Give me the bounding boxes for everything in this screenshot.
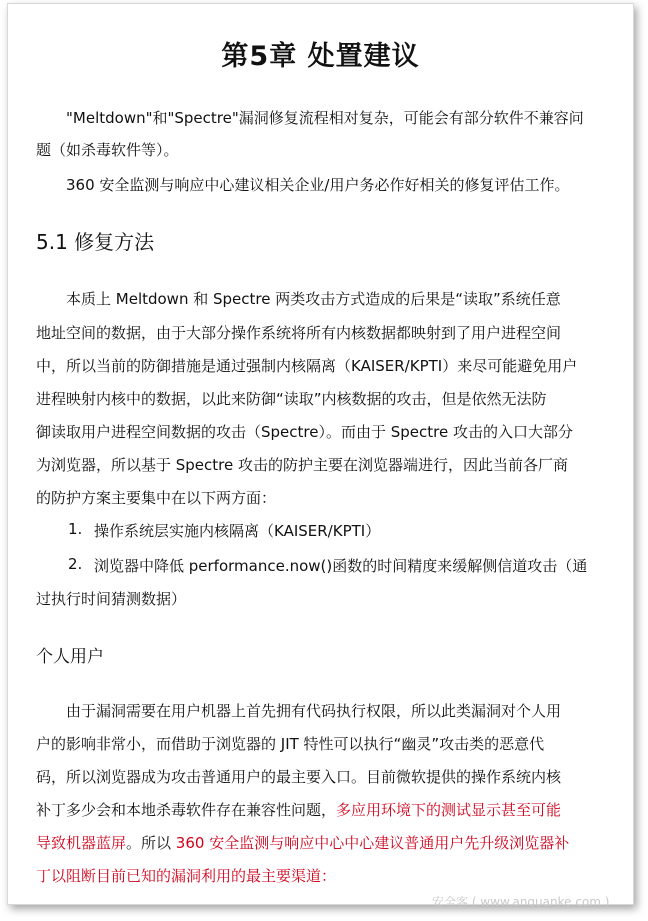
intro-paragraph-2: 360 安全监测与响应中心建议相关企业/用户务必作好相关的修复评估工作。 bbox=[66, 176, 570, 194]
emphasis-line: 丁以阻断目前已知的漏洞利用的最主要渠道： bbox=[36, 867, 337, 885]
body-text: 。所以 bbox=[126, 834, 176, 852]
body-line: 的防护方案主要集中在以下两方面： bbox=[36, 489, 277, 507]
body-line-mixed bbox=[36, 832, 569, 853]
body-line: 本质上 Meltdown 和 Spectre 两类攻击方式造成的后果是“读取”系统任意 bbox=[66, 290, 561, 308]
body-line: 中，所以当前的防御措施是通过强制内核隔离（KAISER/KPTI）来尽可能避免用户 bbox=[36, 357, 578, 375]
body-line: 为浏览器，所以基于 Spectre 攻击的防护主要在浏览器端进行，因此当前各厂商 bbox=[36, 456, 569, 474]
intro-paragraph-1-line-1: "Meltdown"和"Spectre"漏洞修复流程相对复杂，可能会有部分软件不兼容问 bbox=[66, 109, 584, 127]
list-item-1-text: 操作系统层实施内核隔离（KAISER/KPTI） bbox=[94, 522, 381, 540]
emphasis-text: 多应用环境下的测试显示甚至可能 bbox=[336, 801, 562, 819]
section-heading-5-1: 5.1 修复方法 bbox=[36, 230, 155, 254]
emphasis-text: 360 安全监测与响应中心中心建议普通用户先升级浏览器补 bbox=[175, 834, 570, 852]
list-item-2-continuation: 过执行时间猜测数据） bbox=[36, 590, 187, 608]
site-watermark: 安全客 ( www.anquanke.com ) bbox=[432, 895, 610, 909]
emphasis-text: 导致机器蓝屏 bbox=[36, 834, 127, 852]
body-line-mixed bbox=[36, 799, 561, 820]
body-line: 进程映射内核中的数据，以此来防御“读取”内核数据的攻击，但是依然无法防 bbox=[36, 390, 547, 408]
body-line: 由于漏洞需要在用户机器上首先拥有代码执行权限，所以此类漏洞对个人用 bbox=[66, 702, 562, 720]
intro-paragraph-1-line-2: 题（如杀毒软件等）。 bbox=[36, 141, 179, 159]
body-text: 补丁多少会和本地杀毒软件存在兼容性问题， bbox=[36, 801, 337, 819]
subheading-personal-users: 个人用户 bbox=[36, 647, 104, 667]
document-page bbox=[7, 3, 634, 905]
body-line: 码，所以浏览器成为攻击普通用户的最主要入口。目前微软提供的操作系统内核 bbox=[36, 768, 562, 786]
body-line: 地址空间的数据，由于大部分操作系统将所有内核数据都映射到了用户进程空间 bbox=[36, 324, 562, 342]
list-item-2-text: 浏览器中降低 performance.now()函数的时间精度来缓解侧信道攻击（通 bbox=[94, 557, 588, 575]
list-item-1-number: 1. bbox=[68, 520, 83, 538]
list-item-2-number: 2. bbox=[68, 555, 83, 573]
body-line: 户的影响非常小，而借助于浏览器的 JIT 特性可以执行“幽灵”攻击类的恶意代 bbox=[36, 735, 545, 753]
chapter-title: 第5章 处置建议 bbox=[221, 41, 420, 72]
body-line: 御读取用户进程空间数据的攻击（Spectre）。而由于 Spectre 攻击的入口大部分 bbox=[36, 423, 573, 441]
